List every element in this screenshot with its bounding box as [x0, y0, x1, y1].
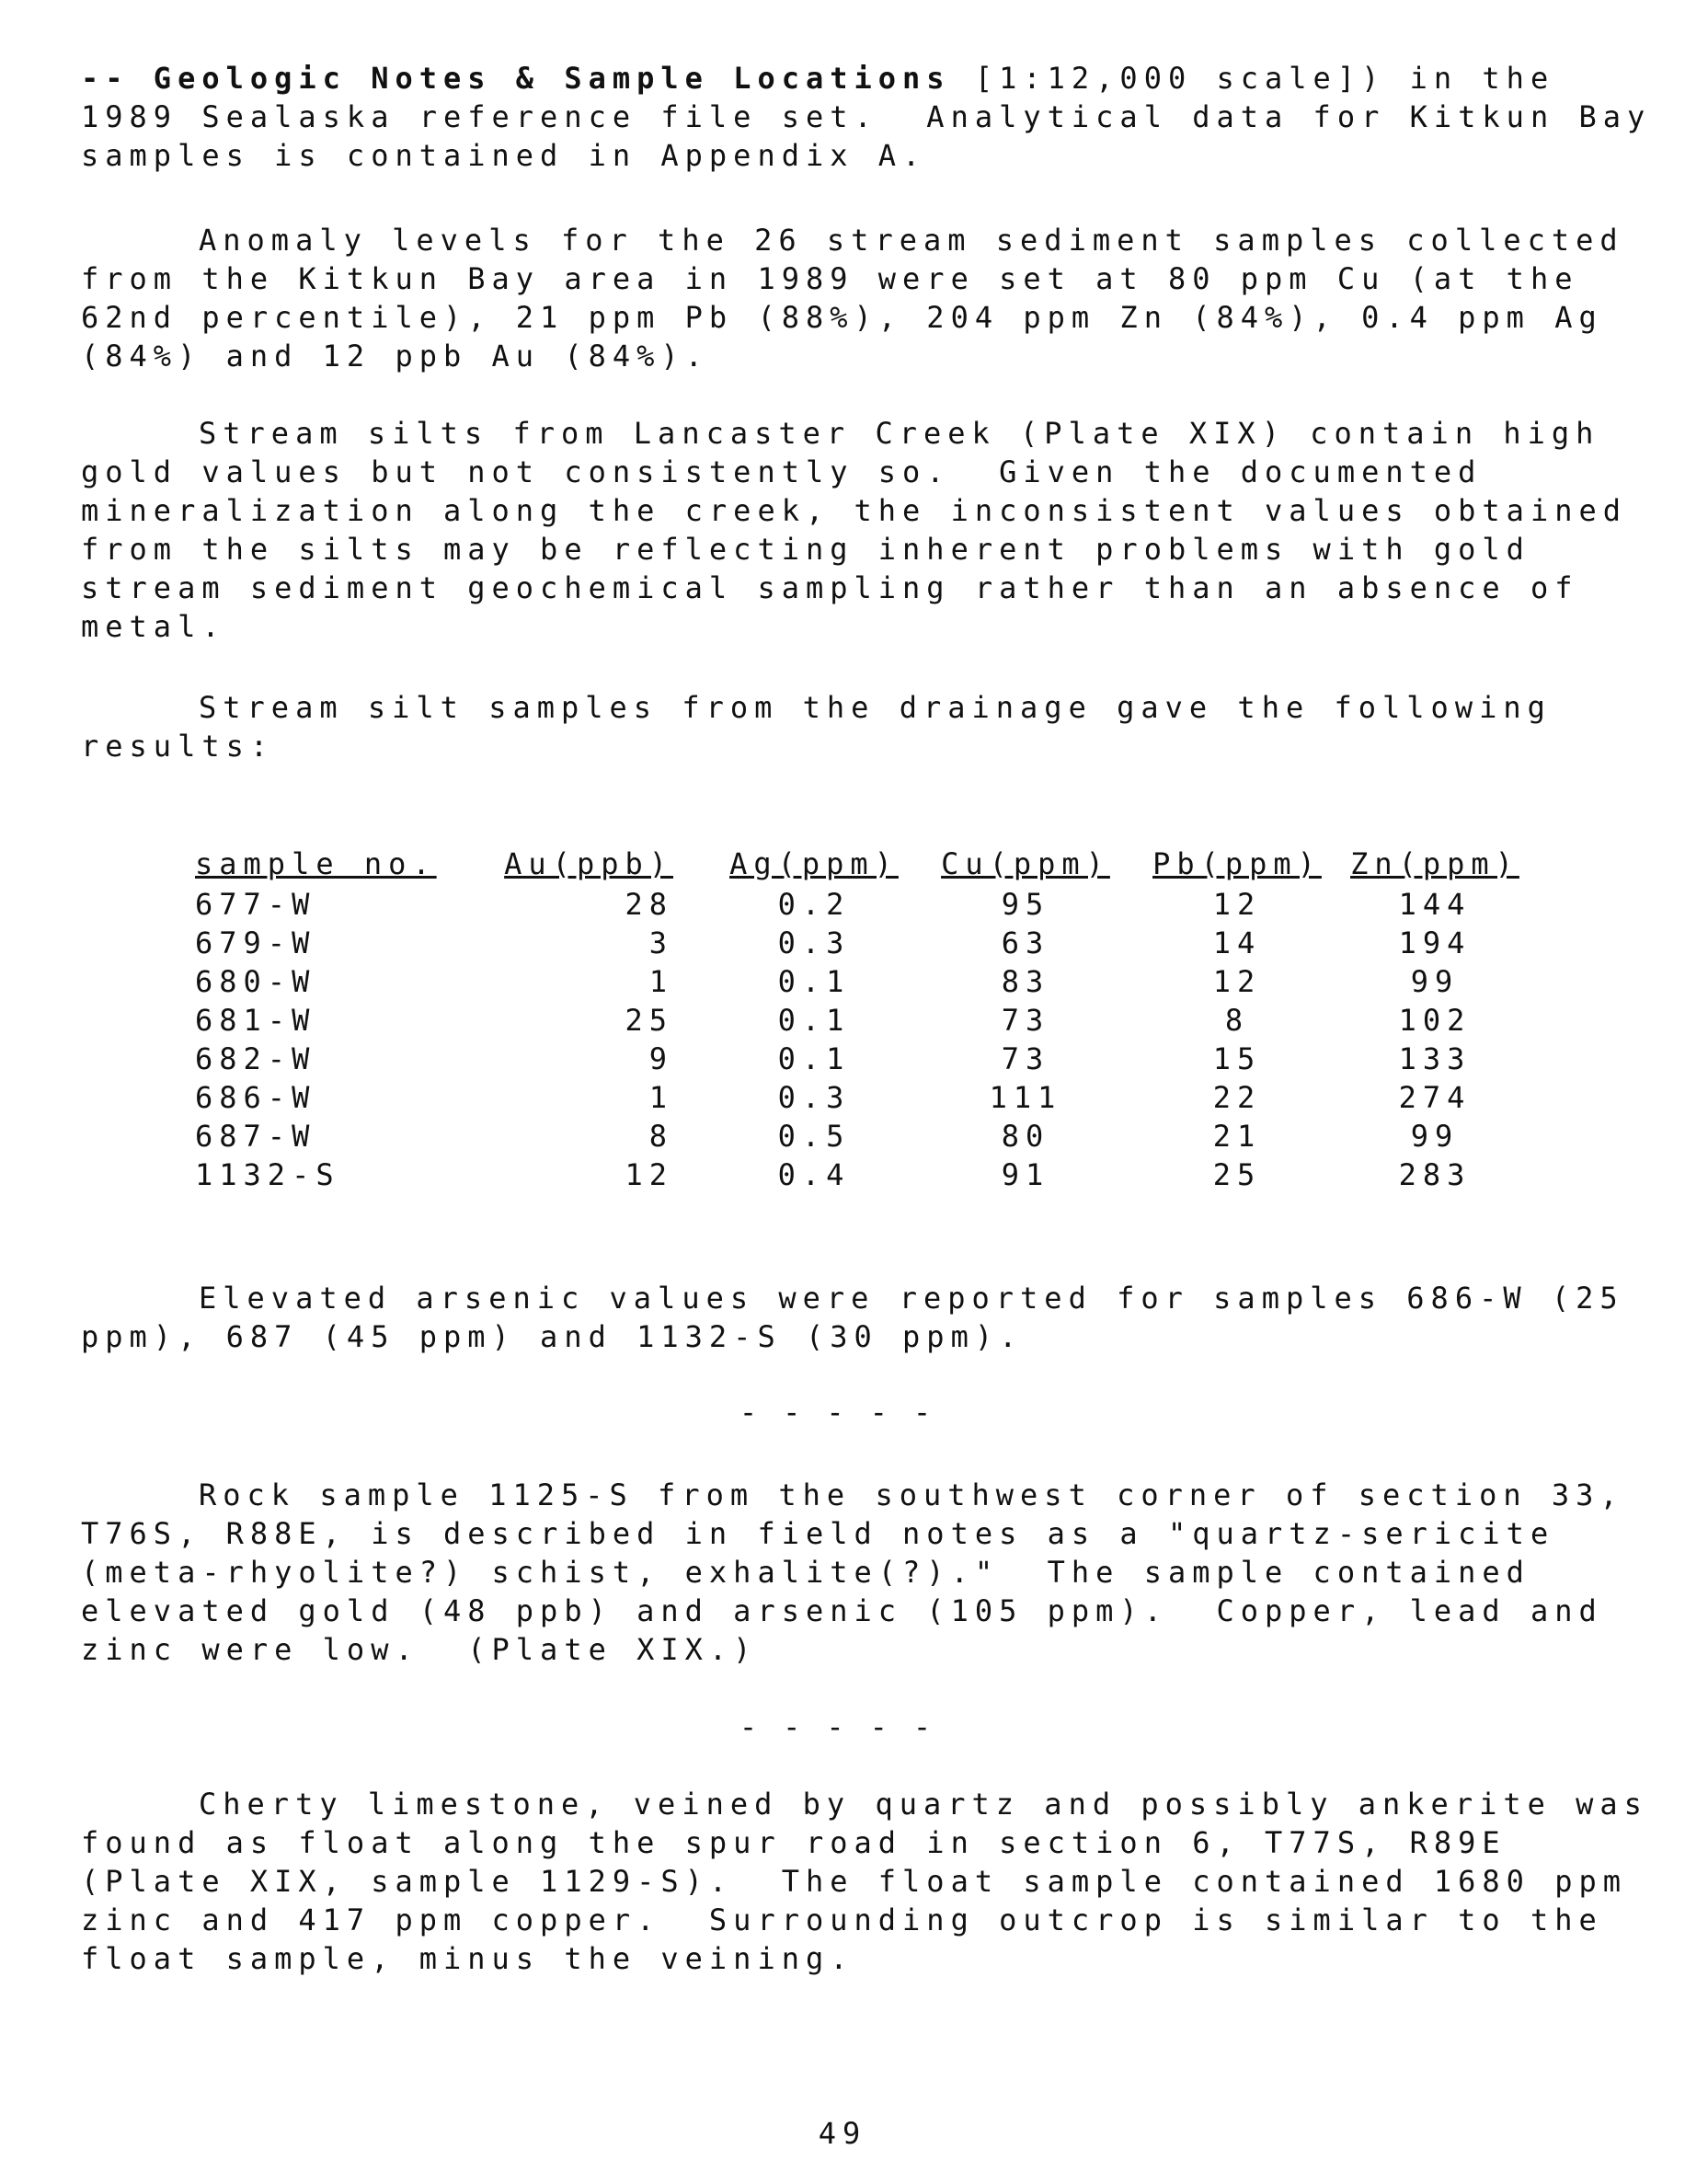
cell-au: 1 — [648, 964, 673, 999]
anomaly-line: from the Kitkun Bay area in 1989 were set at 80 ppm Cu (at the — [81, 261, 1579, 296]
table-row — [195, 1117, 1527, 1155]
cell-zn: 194 — [1398, 925, 1472, 960]
cell-sample: 679-W — [195, 925, 316, 960]
table-row — [195, 1040, 1527, 1078]
cherty-line: (Plate XIX, sample 1129-S). The float sample contained 1680 ppm — [81, 1864, 1627, 1899]
results-intro-line: results: — [81, 729, 275, 764]
lancaster-line: stream sediment geochemical sampling rather than an absence of — [81, 570, 1579, 605]
intro-line-1-rest: [1:12,000 scale]) in the — [950, 61, 1555, 96]
cell-sample: 1132-S — [195, 1157, 340, 1192]
cell-au: 12 — [625, 1157, 673, 1192]
cell-ag: 0.1 — [777, 1041, 851, 1076]
cell-sample: 687-W — [195, 1119, 316, 1154]
col-header-pb: Pb(ppm) — [1152, 846, 1322, 881]
cherty-line: Cherty limestone, veined by quartz and possibly ankerite was — [199, 1787, 1648, 1822]
cell-zn: 144 — [1398, 887, 1472, 922]
cell-zn: 274 — [1398, 1080, 1472, 1115]
results-intro-line: Stream silt samples from the drainage gave the following — [199, 690, 1552, 725]
intro-paragraph — [81, 59, 1652, 175]
col-header-zn: Zn(ppm) — [1350, 846, 1519, 881]
cell-pb: 21 — [1212, 1119, 1262, 1154]
rock-line: zinc were low. (Plate XIX.) — [81, 1632, 758, 1667]
cell-cu: 63 — [1001, 925, 1050, 960]
section-title: -- Geologic Notes & Sample Locations — [81, 61, 951, 96]
cherty-limestone-paragraph — [81, 1785, 1648, 1978]
cell-sample: 677-W — [195, 887, 316, 922]
cell-zn: 283 — [1398, 1157, 1472, 1192]
cell-sample: 682-W — [195, 1041, 316, 1076]
cherty-line: found as float along the spur road in section 6, T77S, R89E — [81, 1825, 1507, 1860]
cell-zn: 133 — [1398, 1041, 1472, 1076]
col-header-ag: Ag(ppm) — [729, 846, 899, 881]
cell-ag: 0.2 — [777, 887, 851, 922]
cell-zn: 99 — [1410, 964, 1460, 999]
anomaly-line: (84%) and 12 ppb Au (84%). — [81, 339, 709, 374]
section-separator: ----- — [739, 1709, 957, 1744]
cell-sample: 686-W — [195, 1080, 316, 1115]
table-row — [195, 924, 1527, 962]
anomaly-line: 62nd percentile), 21 ppm Pb (88%), 204 ppm Zn (84%), 0.4 ppm Ag — [81, 300, 1603, 335]
table-row — [195, 1001, 1527, 1040]
cell-ag: 0.4 — [777, 1157, 851, 1192]
page-number: 49 — [818, 2116, 867, 2151]
cell-au: 9 — [648, 1041, 673, 1076]
intro-line-3: samples is contained in Appendix A. — [81, 138, 927, 173]
cell-au: 28 — [625, 887, 673, 922]
lancaster-line: metal. — [81, 609, 226, 644]
cell-cu: 95 — [1001, 887, 1050, 922]
section-separator: ----- — [739, 1395, 957, 1430]
lancaster-line: mineralization along the creek, the inconsistent values obtained — [81, 493, 1627, 528]
intro-line-2: 1989 Sealaska reference file set. Analytical data for Kitkun Bay — [81, 99, 1652, 134]
cell-sample: 681-W — [195, 1003, 316, 1038]
cell-cu: 73 — [1001, 1041, 1050, 1076]
col-header-au: Au(ppb) — [504, 846, 673, 881]
cell-ag: 0.1 — [777, 1003, 851, 1038]
cell-au: 3 — [648, 925, 673, 960]
table-row — [195, 1078, 1527, 1117]
cell-pb: 25 — [1212, 1157, 1262, 1192]
results-intro-paragraph — [81, 688, 1626, 765]
rock-sample-paragraph — [81, 1476, 1626, 1669]
stream-silt-results-table — [195, 845, 1527, 1194]
rock-line: (meta-rhyolite?) schist, exhalite(?)." The sample contained — [81, 1555, 1530, 1590]
anomaly-paragraph — [81, 221, 1626, 375]
cell-cu: 91 — [1001, 1157, 1050, 1192]
rock-line: elevated gold (48 ppb) and arsenic (105 ppm). Copper, lead and — [81, 1593, 1603, 1628]
cell-ag: 0.5 — [777, 1119, 851, 1154]
anomaly-line: Anomaly levels for the 26 stream sediment samples collected — [199, 223, 1624, 258]
arsenic-paragraph — [81, 1279, 1626, 1356]
cell-pb: 15 — [1212, 1041, 1262, 1076]
table-row — [195, 962, 1527, 1001]
rock-line: T76S, R88E, is described in field notes as a "quartz-sericite — [81, 1516, 1555, 1551]
arsenic-line: Elevated arsenic values were reported for samples 686-W (25 — [199, 1281, 1624, 1316]
cell-pb: 12 — [1212, 887, 1262, 922]
cell-cu: 111 — [989, 1080, 1062, 1115]
table-header-row — [195, 845, 1527, 885]
rock-line: Rock sample 1125-S from the southwest corner of section 33, — [199, 1477, 1624, 1512]
lancaster-paragraph — [81, 414, 1626, 646]
arsenic-line: ppm), 687 (45 ppm) and 1132-S (30 ppm). — [81, 1319, 1024, 1354]
cherty-line: zinc and 417 ppm copper. Surrounding outcrop is similar to the — [81, 1902, 1603, 1937]
col-header-cu: Cu(ppm) — [941, 846, 1110, 881]
cell-pb: 22 — [1212, 1080, 1262, 1115]
cell-pb: 8 — [1224, 1003, 1250, 1038]
cherty-line: float sample, minus the veining. — [81, 1941, 854, 1976]
table-row — [195, 1155, 1527, 1194]
lancaster-line: from the silts may be reflecting inherent problems with gold — [81, 532, 1530, 567]
col-header-sample: sample no. — [195, 846, 437, 881]
cell-pb: 14 — [1212, 925, 1262, 960]
cell-ag: 0.3 — [777, 1080, 851, 1115]
cell-zn: 102 — [1398, 1003, 1472, 1038]
cell-au: 25 — [625, 1003, 673, 1038]
lancaster-line: Stream silts from Lancaster Creek (Plate XIX) contain high — [199, 416, 1600, 451]
lancaster-line: gold values but not consistently so. Given the documented — [81, 454, 1483, 489]
cell-ag: 0.3 — [777, 925, 851, 960]
cell-sample: 680-W — [195, 964, 316, 999]
cell-pb: 12 — [1212, 964, 1262, 999]
cell-cu: 73 — [1001, 1003, 1050, 1038]
cell-ag: 0.1 — [777, 964, 851, 999]
cell-cu: 80 — [1001, 1119, 1050, 1154]
cell-cu: 83 — [1001, 964, 1050, 999]
table-row — [195, 885, 1527, 924]
cell-au: 1 — [648, 1080, 673, 1115]
cell-au: 8 — [648, 1119, 673, 1154]
cell-zn: 99 — [1410, 1119, 1460, 1154]
